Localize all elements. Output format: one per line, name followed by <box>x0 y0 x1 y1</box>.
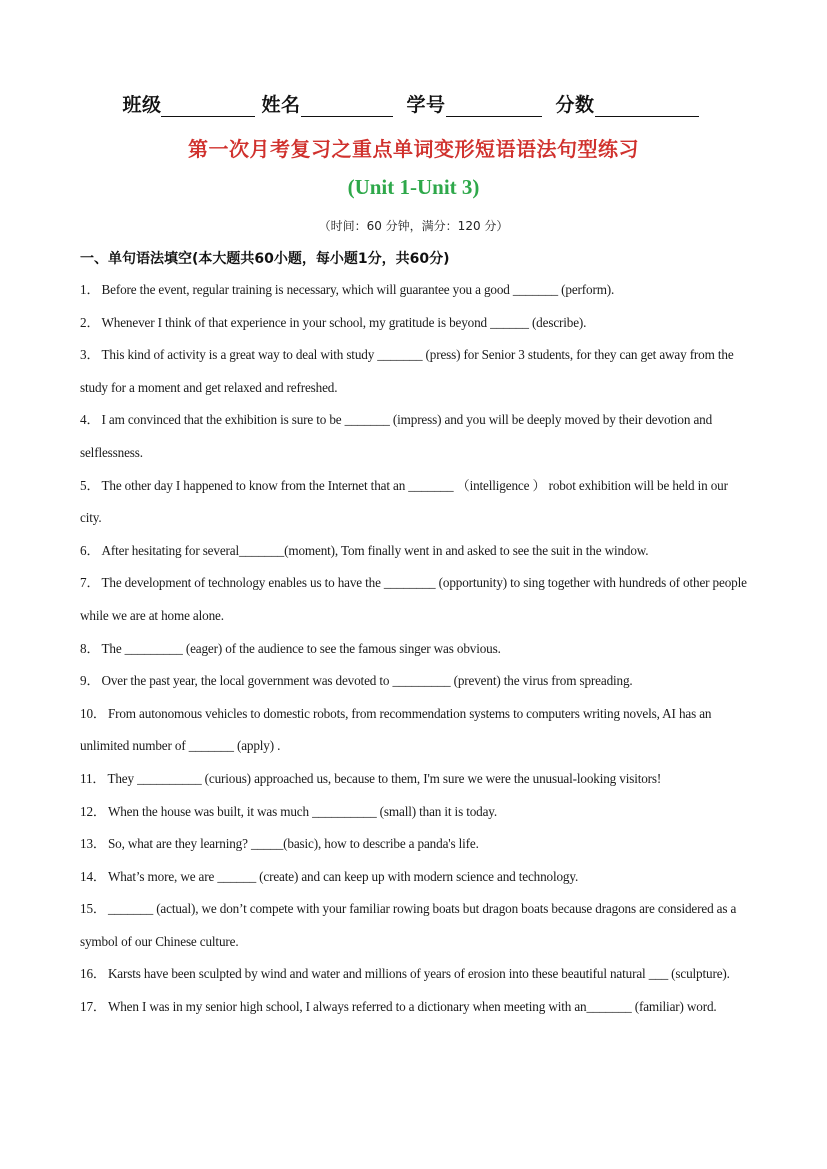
question-list <box>80 274 752 1024</box>
question-item: 4． I am convinced that the exhibition is sure to be _______ (impress) and you will be deeply moved by their devotion and selflessness. <box>80 412 713 460</box>
question-item: 8． The _________ (eager) of the audience to see the famous singer was obvious. <box>80 640 501 656</box>
id-blank <box>446 98 542 117</box>
question-item: 7． The development of technology enables us to have the ________ (opportunity) to sing together with hundreds of other people while we are at home alone. <box>80 575 747 623</box>
question-item: 16． Karsts have been sculpted by wind and water and millions of years of erosion into these beautiful natural ___ (sculpture). <box>80 966 730 982</box>
student-info-line <box>0 90 827 117</box>
question-item: 11． They __________ (curious) approached us, because to them, I'm sure we were the unusual-looking visitors! <box>80 770 662 786</box>
question-item: 10． From autonomous vehicles to domestic robots, from recommendation systems to computers writing novels, AI has an unlimited number of _______ (apply) . <box>80 705 712 754</box>
question-item: 12． When the house was built, it was much __________ (small) than it is today. <box>80 803 498 819</box>
question-item: 6． After hesitating for several_______(moment), Tom finally went in and asked to see the suit in the window. <box>80 542 649 558</box>
score-blank <box>595 98 699 117</box>
unit-range: (Unit 1-Unit 3) <box>347 175 480 199</box>
question-item: 15． _______ (actual), we don’t compete with your familiar rowing boats but dragon boats because dragons are considered as a symbol of our Chinese culture. <box>80 901 737 949</box>
question-item: 14． What’s more, we are ______ (create) and can keep up with modern science and technology. <box>80 868 579 884</box>
class-label: 班级 <box>122 94 162 116</box>
question-item: 9． Over the past year, the local government was devoted to _________ (prevent) the virus from spreading. <box>80 673 633 689</box>
question-item: 5． The other day I happened to know from the Internet that an _______ （intelligence ） robot exhibition will be held in our city. <box>80 477 728 526</box>
question-item: 2． Whenever I think of that experience in your school, my gratitude is beyond ______ (describe). <box>80 314 587 330</box>
question-item: 17． When I was in my senior high school, I always referred to a dictionary when meeting with an_______ (familiar) word. <box>80 999 717 1015</box>
section-heading: 一、单句语法填空(本大题共60小题，每小题1分，共60分) <box>80 251 450 267</box>
class-blank <box>161 98 255 117</box>
time-and-score-note: （时间：60 分钟，满分：120 分） <box>318 219 509 233</box>
name-blank <box>301 98 393 117</box>
name-label: 姓名 <box>261 94 301 116</box>
score-label: 分数 <box>555 94 595 116</box>
worksheet-title: 第一次月考复习之重点单词变形短语语法句型练习 <box>188 137 639 161</box>
question-item: 13． So, what are they learning? _____(basic), how to describe a panda's life. <box>80 836 479 852</box>
question-item: 1． Before the event, regular training is necessary, which will guarantee you a good _______ (perform). <box>80 282 615 297</box>
id-label: 学号 <box>406 94 446 116</box>
question-item: 3． This kind of activity is a great way to deal with study _______ (press) for Senior 3 students, for they can get away from the study for a moment and get relaxed and refreshed. <box>80 347 734 395</box>
